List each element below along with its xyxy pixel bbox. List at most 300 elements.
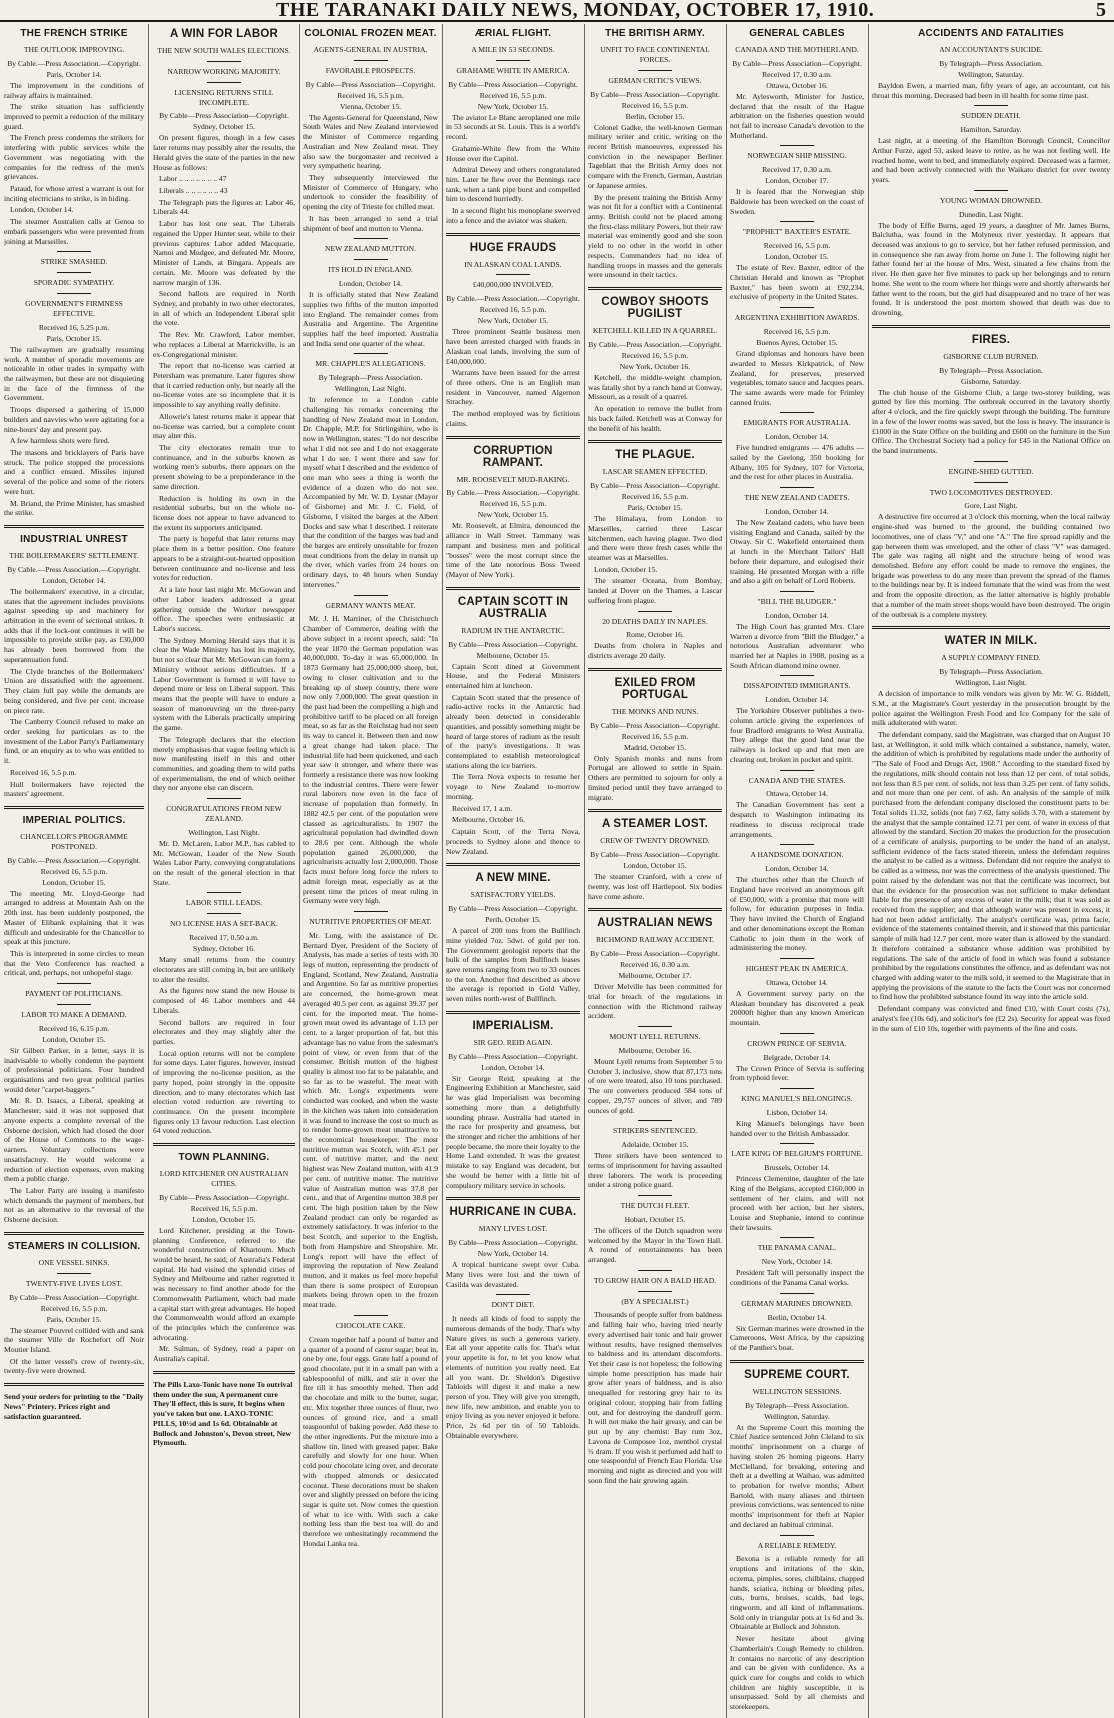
subheading: THE MONKS AND NUNS.	[611, 706, 699, 716]
section-divider	[780, 1033, 814, 1034]
subheading: THE NEW ZEALAND CADETS.	[744, 493, 850, 503]
dateline: Wellington, Last Night.	[334, 384, 407, 394]
article	[730, 307, 864, 407]
dateline: London, October 14.	[765, 432, 829, 442]
section-divider	[780, 145, 814, 146]
dateline: London, October 15.	[42, 877, 106, 887]
section-divider	[354, 60, 388, 61]
dateline: By Telegraph—Press Association.	[939, 365, 1043, 375]
article-paragraph: The aviator Le Blanc aeroplaned one mile in 53 seconds at St. Louis. This is a world's record.	[446, 112, 580, 142]
article-paragraph: Mr. Sulman, of Sydney, read a paper on Australia's capital.	[153, 1344, 295, 1364]
article-paragraph: Mr. J. H. Marriner, of the Christchurch Chamber of Commerce, dealing with the above subject in a recent speech, said: "In the year 1870 the German population was 40,000,000. To-day it was 65,000,000. In 1873 Germany had 25,000,000 sheep, but, owing to closer cultivation and to the breaking up of sheep country, there were now only 7,000,000. The great question in the past had been the compelling a high and prohibitive tariff to be placed on all foreign meat, so as far as the Reichstag had not seen its way to cancel it. Between then and now a great change had taken place. The industrial life had been quickened, and each year saw it stronger, and where there was formerly a resistance there was now looking to the industrial centres. There were fewer rural laborers now even in the face of increase of population than formerly. In 1882 42.5 per cent. of the population were classed as agriculturalists. In 1907 the agricultural population had dwindled down to 28.6 per cent. Although the whole population gained 26,000,000, the agriculturists actually lost 2,000,000. Those facts must before long force the rulers to admit foreign meat, especially as at the present time the prices of meat ruling in Germany were very high.	[303, 614, 438, 906]
subheading: GERMAN CRITIC'S VIEWS.	[608, 75, 702, 85]
subheading: NO LICENSE HAS A SET-BACK.	[170, 919, 278, 929]
article-headline: INDUSTRIAL UNREST	[20, 534, 128, 546]
dateline: Received 16, 5.5 p.m.	[479, 305, 547, 315]
section-divider	[780, 221, 814, 222]
article-paragraph: The defendant company, said the Magistrate, was charged that on August 10 last, at Wellington, it sold milk which contained a substance, namely, water, the addition of which is prohibited by regulations made under the authority of "The Sale of Food and Drugs Act, 1908." According to the standard fixed by the regulations, milk should contain not less than 12 per cent. of total solids, not less than 8.5 per cent. of solids, not less than 3.25 per cent. of fatty solids, and not more than one per cent. of ash. An analysis of the sample of milk purchased from the defendant company disclosed the constituent parts to be: Total solids 11.32, solids (not fat) 7.62, fatty solids 3.70, with a statement by the analyst that the sample contained 12.71 per cent. of water in excess of that allowed by the standard. Section 20 makes the production for the prosecution of a certificate of analysis, purporting to be under the hand of an analyst, sufficient evidence of the facts stated therein, unless the defendant requires the analyst to be called as a witness. Defendant did not require the analyst to be called as a witness, nor was the correctness of the analysis questioned. The point raised by the defendant was not that the certificate was incorrect, but that the evidence for the prosecution was not sufficient to make defendant liable for the presence of any excess of water in the milk; that it was sold as received from the supplier; and that although water was present in excess, it had not been added artificially. The analyst's certificate was, prima facie, evidence of the statements contained therein, and it showed that this particular sample of milk had 12.7 per cent. more water than is allowed by the standard. It therefore contained a substance whose addition was prohibited by regulations. The sale of the article of food in which was found a substance prohibited by the regulations constitutes the offence, and as defendant was not charged with adding water to the milk sold, it seemed to the Magistrate that in applying the provisions of the statute to the facts the Court was not concerned to find how the prohibited substance found its way into the article sold.	[872, 730, 1110, 1002]
subheading: STRIKERS SENTENCED.	[613, 1126, 697, 1136]
dateline: By Cable—Press Association—Copyright.	[590, 720, 720, 730]
subheading: LABOR STILL LEADS.	[185, 898, 263, 908]
article-paragraph: The French press condemns the strikers for interfering with public services while the Government was negotiating with the companies for the redress of the men's grievances.	[4, 133, 144, 182]
dateline: Ottawa, October 14.	[766, 789, 828, 799]
subheading: ITS HOLD IN ENGLAND.	[328, 265, 413, 275]
subheading: CANADA AND THE STATES.	[748, 775, 846, 785]
article-paragraph: Labor .. .. .. .. .. .. .. 47	[159, 174, 227, 184]
article	[730, 28, 864, 140]
subheading: A HANDSOME DONATION.	[750, 850, 844, 860]
dateline: Wellington, Saturday.	[764, 1411, 830, 1421]
dateline: By Cable.—Press Association.—Copyright.	[7, 855, 141, 865]
headline-rule	[588, 908, 722, 911]
article-paragraph: Grand diplomas and honours have been awarded to Messrs Kirkpatrick, of New Zealand, for preserves, preserved vegetables, tomato sauce and Jacques pears. The same awards were made for Frimley canned fruits.	[730, 349, 864, 407]
subheading: HIGHEST PEAK IN AMERICA.	[745, 963, 849, 973]
section-divider	[780, 307, 814, 308]
subheading: NUTRITIVE PROPERTIES OF MEAT.	[309, 917, 432, 927]
article-paragraph: The steamer Pouvrel collided with and sank the steamer Ville de Rochefort off Noir Moutier Island.	[4, 1325, 144, 1354]
section-divider	[638, 611, 672, 612]
article	[730, 1535, 864, 1712]
dateline: London, October 14.	[765, 864, 829, 874]
article	[730, 675, 864, 764]
section-divider	[780, 1535, 814, 1536]
article	[872, 325, 1110, 456]
subheading: UNFIT TO FACE CONTINENTAL FORCES.	[600, 45, 710, 64]
subheading: NEW ZEALAND MUTTON.	[324, 244, 417, 254]
article-paragraph: Troops dispersed a gathering of 15,000 builders and navvies who were agitating for a nine-hours' day and present pay.	[4, 405, 144, 434]
subheading: KING MANUEL'S BELONGINGS.	[741, 1094, 853, 1103]
section-divider	[780, 487, 814, 488]
article-paragraph: By the present training the British Army was not fit for a conflict with a Continental army. British could not be placed among the first-class military Powers, but their raw material was eminently good and she soon yield to no other in the world in other respects. Commanders had no idea of handling troops in masses and the generals were unsound in their tactics.	[588, 192, 722, 280]
section-divider	[974, 105, 1008, 106]
article-paragraph: Captain Scott, of the Terra Nova, proceeds to Sydney alone and thence to New Zealand.	[446, 827, 580, 856]
article	[730, 1088, 864, 1138]
dateline: By Cable.—Press Association.—Copyright.	[7, 58, 141, 68]
article-paragraph: Sir Gilbert Parker, in a letter, says it is inadvisable to wholly condemn the payment of professional politicians. Four hundred organisations and two great political parties would deter "carpet-baggers."	[4, 1045, 144, 1094]
article-paragraph: Colonel Gadke, the well-known German military writer and critic, writing on the recent British manoeuvres, expressed his conviction in the newspaper Berliner Tageblatt that the British Army does not compare with the French, German, Austrian or Japanese armies.	[588, 122, 722, 190]
subheading: CHANCELLOR'S PROGRAMME POSTPONED.	[20, 831, 128, 851]
section-divider	[57, 272, 91, 273]
article-headline: HUGE FRAUDS	[469, 241, 557, 254]
article	[588, 287, 722, 433]
article	[4, 251, 144, 518]
dateline: New York, October 15.	[477, 316, 549, 326]
article	[303, 353, 438, 589]
article	[730, 1293, 864, 1353]
headline-rule	[588, 668, 722, 671]
article	[446, 233, 580, 429]
article-paragraph: A few harmless shots were fired.	[10, 436, 110, 446]
subheading: THE OUTLOOK IMPROVING.	[23, 45, 125, 54]
columns	[0, 24, 1114, 1718]
article-headline: ÆRIAL FLIGHT.	[474, 28, 552, 39]
dateline: New York, October 15.	[477, 101, 549, 111]
dateline: Received 16, 5.5 p.m.	[479, 499, 547, 509]
subheading: (BY A SPECIALIST.)	[621, 1296, 689, 1306]
article-paragraph: The Labor Party are issuing a manifesto which demands the payment of members, but not as an alternative to the reversal of the Osborne decision.	[4, 1185, 144, 1225]
article	[303, 595, 438, 906]
section-divider	[638, 1195, 672, 1196]
dateline: London, October 15.	[192, 1214, 256, 1224]
subheading: LICENSING RETURNS STILL INCOMPLETE.	[174, 87, 274, 107]
subheading: GRAHAME WHITE IN AMERICA.	[456, 65, 570, 75]
article	[4, 806, 144, 978]
article	[872, 105, 1110, 184]
dateline: Received 17, 0.30 a.m.	[762, 165, 832, 175]
dateline: By Cable—Press Association—Copyright.	[590, 481, 720, 491]
section-divider	[207, 798, 241, 799]
article-headline: THE FRENCH STRIKE	[20, 28, 128, 39]
article	[588, 1120, 722, 1190]
article	[446, 1011, 580, 1190]
article	[153, 892, 295, 1136]
article	[446, 28, 580, 226]
article-paragraph: Received 16, 5.5 p.m.	[10, 767, 77, 777]
section-divider	[354, 238, 388, 239]
dateline: Received 16, 5.5 p.m.	[40, 866, 108, 876]
section-divider	[207, 82, 241, 83]
article-headline: THE PLAGUE.	[615, 449, 695, 462]
section-divider	[354, 911, 388, 912]
footer-rule	[4, 1383, 144, 1386]
article-paragraph: Thousands of people suffer from baldness and falling hair who, having tried nearly every advertised hair tonic and hair grower without results, have resigned themselves to baldness and its attendant discomforts. Yet their case is not hopeless; the following simple home prescription has made hair grow after years of baldness, and is also unequalled for restoring grey hair to its original colour, stopping hair from falling out, and for destroying the dandruff germ. It will not make the hair greasy, and can be put up by any chemist: Bay rum 3oz, Lavona de Composee 1oz, menthol crystal ½ dram. If you wish it perfumed add half to one teaspoonful of French Eau Florida. Use morning and night as directed and you will soon find the hair growing again.	[588, 1310, 722, 1485]
article	[872, 28, 1110, 100]
article	[588, 1195, 722, 1265]
dateline: Received 16, 5.5 p.m.	[621, 100, 689, 110]
article-paragraph: Many small returns from the country electorates are still coming in, but are unlikely to alter the results.	[153, 955, 295, 984]
subheading: TWO LOCOMOTIVES DESTROYED.	[929, 487, 1053, 497]
dateline: Dunedin, Last Night.	[958, 209, 1024, 219]
article-paragraph: Only Spanish monks and nuns from Portugal are allowed to settle in Spain. Others are permitted to sojourn for only a limited period until they have arranged to migrate.	[588, 753, 722, 802]
section-divider	[780, 1293, 814, 1294]
dateline: Sydney, October 16.	[193, 944, 255, 954]
article	[872, 461, 1110, 620]
subheading: EMIGRANTS FOR AUSTRALIA.	[743, 418, 851, 428]
section-divider	[354, 1315, 388, 1316]
section-divider	[638, 1270, 672, 1271]
article	[446, 863, 580, 1004]
article-headline: FIRES.	[971, 333, 1011, 346]
dateline: Belgrade, October 14.	[763, 1052, 831, 1062]
article-paragraph: The officers of the Dutch squadron were welcomed by the Mayor in the Town Hall. A round of entertainments has been arranged.	[588, 1225, 722, 1264]
article-paragraph: The Rev. Mr. Crawford, Labor member, who replaces a Liberal at Marrickville, is an ex-Congregational minister.	[153, 330, 295, 359]
footer-rule	[153, 1371, 295, 1374]
dateline: By Cable.—Press Association.—Copyright.	[446, 488, 580, 498]
article-paragraph: Received 17, 1 a.m.	[452, 803, 513, 813]
subheading: LATE KING OF BELGIUM'S FORTUNE.	[731, 1149, 863, 1159]
section-divider	[496, 60, 530, 61]
article-paragraph: The Canberry Council refused to make an order seeking for particulars as to the investment of the Labor Party's Parliamentary fund, or an enquiry as to who was entitled to it.	[4, 717, 144, 766]
subheading: MANY LIVES LOST.	[478, 1224, 548, 1234]
dateline: Received 16, 5.5 p.m.	[621, 350, 689, 360]
article	[730, 591, 864, 670]
headline-rule	[872, 325, 1110, 328]
subheading: ENGINE-SHED GUTTED.	[948, 466, 1034, 476]
dateline: By Telegraph—Press Association.	[318, 373, 423, 383]
article-paragraph: Bexona is a reliable remedy for all eruptions and irritations of the skin, eczema, pimples, sores, chilblains, chapped hands, sciatica, itching or bleeding piles, cuts, burns, bruises, scalds, bad legs, ringworm, and all kind of inflammations. Sold only in triangular pots at 1s 6d and 3s. Obtainable at Bullock and Johnston.	[730, 1554, 864, 1632]
section-divider	[57, 1273, 91, 1274]
subheading: WELLINGTON SESSIONS.	[752, 1386, 842, 1396]
subheading: CHOCOLATE CAKE.	[335, 1320, 406, 1330]
article	[730, 145, 864, 216]
subheading: GISBORNE CLUB BURNED.	[943, 351, 1039, 361]
section-divider	[780, 412, 814, 413]
subheading: DON'T DIET.	[491, 1300, 535, 1310]
article-paragraph: In reference to a London cable challenging his remarks concerning the handling of New Zealand meat in London, Dr. Chapple, M.P. for Stirlingshire, who is now in Wellington, states: "I do not describe what I did not see and I do not exaggerate what I do see. I went there and saw for myself what I described and the evidence of one man who sees a thing is worth the evidence of a dozen who do not see. Accompanied by Mr. W. D. Lysnar (Mayor of Gisborne) and Mr. J. C. Field, of Gisborne, I visited the barges at the Albert Docks and saw what I described. I reiterate that the condition of the barges was bad and the barges are entirely unsuitable for frozen meat conditions from the delay in transit up the river, which varies from 24 hours on ordinary days, to 48 hours when Sunday intervenes."	[303, 395, 438, 589]
subheading: CROWN PRINCE OF SERVIA.	[747, 1038, 847, 1048]
headline-rule	[4, 1232, 144, 1235]
article-paragraph: The steamer Australien calls at Genoa to embark passengers who were prevented from joining at Marseilles.	[4, 217, 144, 246]
article-paragraph: Deaths from cholera in Naples and districts average 20 daily.	[588, 641, 722, 661]
subheading: GERMANY WANTS MEAT.	[325, 600, 416, 610]
dateline: Melbourne, October 15.	[476, 650, 550, 660]
article	[303, 238, 438, 348]
headline-rule	[4, 525, 144, 528]
dateline: Berlin, October 15.	[625, 111, 685, 121]
subheading: AN ACCOUNTANT'S SUICIDE.	[939, 45, 1043, 54]
dateline: By Telegraph—Press Association.	[745, 1400, 849, 1410]
article-paragraph: The party is hopeful that later returns may place them in a better position. One feature appears to be a straight-out-hearted opposition between continuance and no-license and less votes for reduction.	[153, 534, 295, 583]
headline-rule	[872, 626, 1110, 629]
article	[730, 844, 864, 953]
headline-rule	[446, 233, 580, 236]
article-paragraph: Reduction is holding its own in the residential suburbs, but on the whole no-license does not appear to have advanced to the extent its supporters anticipated.	[153, 493, 295, 532]
dateline: Received 16, 5.5 p.m.	[621, 731, 689, 741]
masthead	[0, 0, 1114, 22]
article-headline: CORRUPTION RAMPANT.	[473, 444, 553, 469]
subheading: NORWEGIAN SHIP MISSING.	[747, 151, 847, 161]
dateline: Received 16, 5.5 p.m.	[763, 241, 831, 251]
article	[4, 1232, 144, 1376]
article	[4, 28, 144, 246]
subheading: TWENTY-FIVE LIVES LOST.	[25, 1278, 123, 1288]
dateline: Berlin, October 14.	[767, 1312, 827, 1322]
dateline: Buenos Ayres, October 15.	[756, 338, 838, 348]
subheading: AGENTS-GENERAL IN AUSTRIA.	[313, 45, 428, 54]
section-divider	[780, 1143, 814, 1144]
article-paragraph: Never hesitate about giving Chamberlain's Cough Remedy to children. It contains no narcotic of any description and can be given with confidence. As a quick cure for coughs and colds to which children are highly susceptible, it is unsurpassed. Sold by all chemists and storekeepers.	[730, 1634, 864, 1712]
headline-rule	[588, 287, 722, 290]
dateline: Received 17, 0.30 a.m.	[762, 69, 832, 79]
subheading: MOUNT LYELL RETURNS.	[609, 1032, 701, 1042]
section-divider	[57, 251, 91, 252]
dateline: Received 16, 5.5 p.m.	[479, 90, 547, 100]
article-paragraph: On present figures, though in a few cases later returns may possibly alter the results, the Herald gives the state of the parties in the new House as follows:	[153, 133, 295, 172]
subheading: THE PANAMA CANAL.	[757, 1243, 837, 1253]
subheading: "BILL THE BLUDGER."	[757, 597, 837, 606]
article-paragraph: Melbourne, October 16.	[452, 815, 525, 825]
column-4	[446, 24, 580, 1718]
article	[303, 28, 438, 233]
article-headline: HURRICANE IN CUBA.	[449, 1206, 577, 1219]
subheading: THE NEW SOUTH WALES ELECTIONS.	[157, 46, 291, 55]
dateline: New York, October 14.	[761, 1257, 833, 1267]
subheading: RICHMOND RAILWAY ACCIDENT.	[596, 935, 714, 945]
dateline: By Cable.—Press Association.—Copyright.	[446, 294, 580, 304]
article-paragraph: The railwaymen are gradually resuming work. A number of sporadic movements are noticeable in other trades in sympathy with the railwaymen, but these are not disquieting in the face of the firmness of the Government.	[4, 344, 144, 403]
section-divider	[638, 1120, 672, 1121]
dateline: London, October 14.	[765, 506, 829, 516]
headline-rule	[446, 1197, 580, 1200]
article-paragraph: The city electorates remain true to continuance, and in the suburbs known as working men's suburbs, there appears on the present showing to be a preponderance in the same direction.	[153, 443, 295, 491]
article-paragraph: An operation to remove the bullet from his back failed. Ketchell was at Conway for the benefit of his health.	[588, 404, 722, 433]
article	[303, 1315, 438, 1549]
article-paragraph: Last night, at a meeting of the Hamilton Borough Council, Councillor Arthur Furze, aged 53, asked leave to retire, as he was not feeling well. He reached home, went to bed, and immediately expired. Deceased was a farmer, and had been actively connected with the Waikato district for over twenty years.	[872, 136, 1110, 185]
dateline: New York, October 15.	[477, 510, 549, 520]
article-paragraph: The Telegraph puts the figures at: Labor 46, Liberals 44.	[153, 197, 295, 217]
dateline: Ottawa, October 14.	[766, 977, 828, 987]
article-headline: A STEAMER LOST.	[601, 818, 709, 831]
article	[446, 1197, 580, 1289]
dateline: London, October 14.	[765, 610, 829, 620]
article-paragraph: The Terra Nova expects to resume her voyage to New Zealand to-morrow morning.	[446, 772, 580, 801]
article	[588, 28, 722, 280]
dateline: By Cable.—Press Association.—Copyright.	[7, 564, 141, 574]
article-paragraph: Mount Lyell returns from September 5 to October 3, inclusive, show that 87,173 tons of ore were treated, also 10 tons purchased. The ore converters produced 584 tons of copper, 29,757 ounces of silver, and 789 ounces of gold.	[588, 1056, 722, 1115]
masthead-rule	[0, 20, 1114, 22]
headline-rule	[446, 1011, 580, 1014]
article-headline: ACCIDENTS AND FATALITIES	[918, 28, 1064, 39]
dateline: By Cable—Press Association—Copyright.	[159, 1192, 289, 1202]
dateline: Lisbon, October 14.	[766, 1107, 828, 1117]
article	[872, 626, 1110, 1033]
dateline: London, October 17.	[765, 176, 829, 186]
subheading: RADIUM IN THE ANTARCTIC.	[461, 625, 565, 635]
article-paragraph: The High Court has granted Mrs. Clare Warren a divorce from "Bill the Bludger," a notorious Australian adventurer who married her at Naples in 1908, posing as a South African diamond mine owner.	[730, 621, 864, 670]
section-divider	[57, 983, 91, 984]
dateline: Melbourne, October 17.	[618, 971, 692, 981]
dateline: New York, October 16.	[619, 361, 691, 371]
article-paragraph: Sir George Reid, speaking at the Engineering Exhibition at Manchester, said he was glad Imperialism was becoming something more than a delightfully sounding phrase. Australia had started in the race for prosperity and greatness, but the stronger and richer the ambitions of her people became, the more their loyalty to the Home Land extended. It was the greatest mistake to say England was decadent, but she would be better with a little bit of compulsory military service in schools.	[446, 1073, 580, 1190]
subheading: 20 DEATHS DAILY IN NAPLES.	[602, 616, 708, 626]
article	[872, 190, 1110, 318]
subheading: IN ALASKAN COAL LANDS.	[464, 259, 562, 269]
section-divider	[354, 595, 388, 596]
article-paragraph: A Government survey party on the Alaskan boundary has discovered a peak 20000ft higher than any known American mountain.	[730, 988, 864, 1027]
column-footer: The Pills Laxo-Tonic have none To outrival them under the sun, A permanent cure They'll effect, this is sure, It begins when you've taken but one. LAXO-TONIC PILLS, 10½d and 1s 6d. Obtainable at Bullock and Johnston's, Devon street, New Plymouth.	[153, 1379, 293, 1448]
dateline: Received 16, 5.5 p.m.	[190, 1203, 258, 1213]
subheading: DISSAPOINTED IMMIGRANTS.	[743, 681, 851, 691]
dateline: Wellington, Last Night.	[188, 827, 260, 837]
article-paragraph: Mr. R. D. Isaacs, a Liberal, speaking at Manchester, said it was not supposed that anyone expects a complete reversal of the Osborne decision, which had closed the door of the House of Commons to the wage-earners. Voluntary collections were unsatisfactory. He would welcome a reduction of election expenses, even making them a public charge.	[4, 1096, 144, 1184]
dateline: By Cable—Press Association—Copyright.	[448, 639, 578, 649]
subheading: YOUNG WOMAN DROWNED.	[939, 195, 1043, 205]
article-paragraph: The New Zealand cadets, who have been visiting England and Canada, sailed by the Otway. Sir C. Wakefield entertained them at lunch in the Merchant Tailors' Hall before their departure, and eulogised their training. He presented Morgan with a rifle and also a gift on behalf of Lord Roberts.	[730, 517, 864, 586]
article-paragraph: The Sydney Morning Herald says that it is clear the Wade Ministry has lost its majority, but not so clear that Mr. McGowan can form a Ministry without serious difficulties. If a Labor Government is formed it will have to depend more or less on Liberal support. This means that the people will have to endure a season of manoeuvring on the three-party system with the Liberals practically umpiring the game.	[153, 635, 295, 733]
subheading: NARROW WORKING MAJORITY.	[167, 66, 281, 76]
article-headline: SUPREME COURT.	[744, 1368, 850, 1381]
article-paragraph: The masons and bricklayers of Paris have struck. The police stopped the processions and a conflict ensued. Missiles injured several of the police and some of the rioters were hurt.	[4, 447, 144, 496]
column-1	[4, 24, 144, 1718]
headline-rule	[446, 436, 580, 439]
article-paragraph: Mr. Aylesworth, Minister for Justice, declared that the result of the Hague arbitration on the fisheries question would not fail to increase Canada's devotion to the Motherland.	[730, 91, 864, 140]
dateline: Hamilton, Saturday.	[960, 125, 1022, 135]
dateline: Received 16, 5.5 p.m.	[337, 90, 404, 100]
article-paragraph: The Yorkshire Observer publishes a two-column article giving the experiences of four Bradford emigrants to West Australia. They allege that the good land near the railways is locked up and that men are clearing out, broken in pocket and spirit.	[730, 706, 864, 764]
subheading: A SUPPLY COMPANY FINED.	[941, 653, 1041, 663]
dateline: By Cable.—Press Association.—Copyright.	[588, 339, 722, 349]
masthead-title: THE TARANAKI DAILY NEWS, MONDAY, OCTOBER 17, 1910.	[276, 0, 875, 21]
dateline: Melbourne, October 16.	[618, 1045, 692, 1055]
section-divider	[207, 892, 241, 893]
dateline: Vienna, October 15.	[339, 101, 402, 111]
article-paragraph: Grahame-White flew from the White House over the Capitol.	[446, 143, 580, 163]
article-paragraph: A parcel of 200 tons from the Bullfinch mine yielded 7oz. 5dwt. of gold per ton. The Government geologist reports that the bulk of the samples from Bullfinch leases gave returns ranging from two to 33 ounces to the ton. Another find described as above the average is reported in Gold Valley, seven miles north-west of Bullfinch.	[446, 926, 580, 1004]
article-paragraph: The Clyde branches of the Boilermakers' Union are dissatisfied with the agreement. They claim full pay while the demands are being considered, and five per cent. increase on piece rate.	[4, 666, 144, 715]
subheading: "PROPHET" BAXTER'S ESTATE.	[742, 227, 852, 237]
article-paragraph: The boilermakers' executive, in a circular, states that the agreement includes provisions against speeding up and machinery for arbitration in the event of sectional strikes. It adds that if the lock-out continues it will be impossible to provide strike pay, as £30,000 has already been borrowed from the superannuation fund.	[4, 586, 144, 664]
article-paragraph: It is officially stated that New Zealand supplies two fifths of the mutton imported into England. The remainder comes from Australia and Argentine. The Argentine supplies half the beef imported. Australia and India send one quarter of the wheat.	[303, 290, 438, 348]
article-headline: AUSTRALIAN NEWS	[597, 917, 713, 930]
article	[446, 1294, 580, 1440]
article-paragraph: London, October 15.	[594, 564, 658, 574]
article	[446, 436, 580, 580]
dateline: Wellington, Saturday.	[958, 69, 1024, 79]
article-paragraph: M. Briand, the Prime Minister, has smashed the strike.	[4, 498, 144, 518]
article-paragraph: Local option returns will not be complete for some days. Later figures, however, instead of improving the no-license position, as the party hoped, point strongly in the opposite direction, and to many electorates which last election voted reduction are reverting to continuance. On the present incomplete figures only 13 favour reduction. Last election 64 voted reduction.	[153, 1048, 295, 1136]
subheading: THE BOILERMAKERS' SETTLEMENT.	[9, 551, 139, 561]
section-divider	[974, 190, 1008, 191]
dateline: New York, October 14.	[477, 1249, 549, 1259]
dateline: Received 16, 0.30 a.m.	[620, 960, 690, 970]
section-divider	[496, 274, 530, 275]
dateline: By Cable—Press Association—Copyright.	[305, 79, 436, 89]
dateline: By Telegraph—Press Association.	[939, 58, 1043, 68]
headline-rule	[446, 863, 580, 866]
article	[588, 1026, 722, 1115]
article-paragraph: At the Supreme Court this morning the Chief Justice sentenced John Cleland to six months' imprisonment on a charge of having stolen 26 homing pigeons. Harry McClelland, for breaking, entering and theft at a dwelling at Waihao, was admitted to probation for twelve months; Albert Bartold, with many aliases and thirteen previous convictions, was sentenced to nine months' imprisonment for theft at Napier and declared an habitual criminal.	[730, 1422, 864, 1529]
dateline: Received 17, 0.50 a.m.	[189, 933, 259, 943]
article-headline: IMPERIAL POLITICS.	[22, 814, 126, 826]
headline-rule	[588, 440, 722, 443]
article-headline: GENERAL CABLES	[749, 28, 845, 39]
article-paragraph: Mr. Long, with the assistance of Dr. Bernard Dyer, President of the Society of Analysts, has made a series of tests with 30 legs of mutton, representing the products of England, Scotland, New Zealand, Australia and Argentine. So far as nutritive properties are concerned, the home-grown meat averaged 40.5 per cent. as against 39.37 per cent. for the imported meat. The home-grown meat owed its advantage of 1.13 per cent. to a larger proportion of fat, but this advantage has no value from the salesman's point of view, or even from that of the consumer. British mutton of the highest quality is almost too fat to be palatable, and so far as to be wasteful. The meat with which Mr. Long's experiments were conducted was cooked, and when the waste in the kitchen was taken into consideration it was found to increase the cost so much as to render home-grown meat unattractive to the economical housekeeper. The most nutritive mutton was Scotch, with 45.1 per cent. of nutritive matter, and the next highest was New Zealand mutton, with 41.9 per cent. of nutritive matter. The nutritive value of Australian mutton was 37.8 per cent., and that of Argentine mutton 38.8 per cent. The high position taken by the New Zealand product can only be regarded as extremely satisfactory. It was inferior to the best Scotch, and superior to the English, both from Hampshire and Shropshire. Mr. Long's report will have the effect of improving the reputation of New Zealand mutton, and it makes us feel more hopeful than there is some prospect of European markets being thrown open to the frozen meat trade.	[303, 930, 438, 1310]
subheading: KETCHELL KILLED IN A QUARREL.	[592, 326, 718, 336]
dateline: Rome, October 16.	[626, 630, 684, 640]
subheading: STRIKE SMASHED.	[40, 257, 108, 267]
article-paragraph: The churches other than the Church of England have received an anonymous gift of £50,000, with a promise that more will follow, for education purposes in India. They have invited the Church of England and other denominations except the Roman Catholic to join them in the work of administering the money.	[730, 875, 864, 953]
article	[303, 911, 438, 1310]
subheading: GOVERNMENT'S FIRMNESS EFFECTIVE.	[25, 299, 123, 318]
section-divider	[354, 259, 388, 260]
subheading: GERMAN MARINES DROWNED.	[741, 1298, 853, 1308]
section-divider	[974, 482, 1008, 483]
headline-rule	[730, 1360, 864, 1363]
page-number: 5	[1096, 0, 1106, 21]
dateline: Received 16, 5.5 p.m.	[40, 1303, 108, 1313]
headline-rule	[153, 1143, 295, 1146]
section-divider	[780, 1088, 814, 1089]
subheading: CREW OF TWENTY DROWNED.	[600, 836, 710, 846]
article	[730, 487, 864, 586]
section-divider	[780, 958, 814, 959]
section-divider	[354, 353, 388, 354]
article-paragraph: In a second flight his monoplane swerved into a fence and the aviator was shaken.	[446, 206, 580, 225]
dateline: Brussels, October 14.	[764, 1163, 830, 1173]
article-paragraph: Pataud, for whose arrest a warrant is out for inciting electricians to strike, is in hiding.	[4, 184, 144, 203]
subheading: LASCAR SEAMEN EFFECTED.	[602, 467, 708, 477]
article-paragraph: Lord Kitchener, presiding at the Town-planning Conference, referred to the wonderful construction of Khartoum. Much would be heard, he said, of Australia's Federal capital. He had visited the splendid cities of Sydney and Melbourne and rather regretted it was necessary to find another abode for the Commonwealth Parliament, which had made a capital start with great advantages. He hoped the Commonwealth would afford an example of the principles which the conference was advocating.	[153, 1225, 295, 1342]
dateline: Received 16, 5.5 p.m.	[763, 327, 831, 337]
article-paragraph: The Agents-General for Queensland, New South Wales and New Zealand interviewed the Minister of Commerce regarding Australian and New Zealand meat. They also saw the burgomaster and received a very sympathetic hearing.	[303, 112, 438, 171]
article	[730, 1360, 864, 1530]
article-paragraph: As the figures now stand the new House is composed of 46 Labor members and 44 Liberals.	[153, 986, 295, 1015]
dateline: Sydney, October 15.	[193, 122, 255, 132]
article	[153, 798, 295, 887]
subheading: THE DUTCH FLEET.	[620, 1200, 690, 1210]
subheading: ARGENTINA EXHIBITION AWARDS.	[734, 313, 860, 323]
section-divider	[638, 70, 672, 71]
